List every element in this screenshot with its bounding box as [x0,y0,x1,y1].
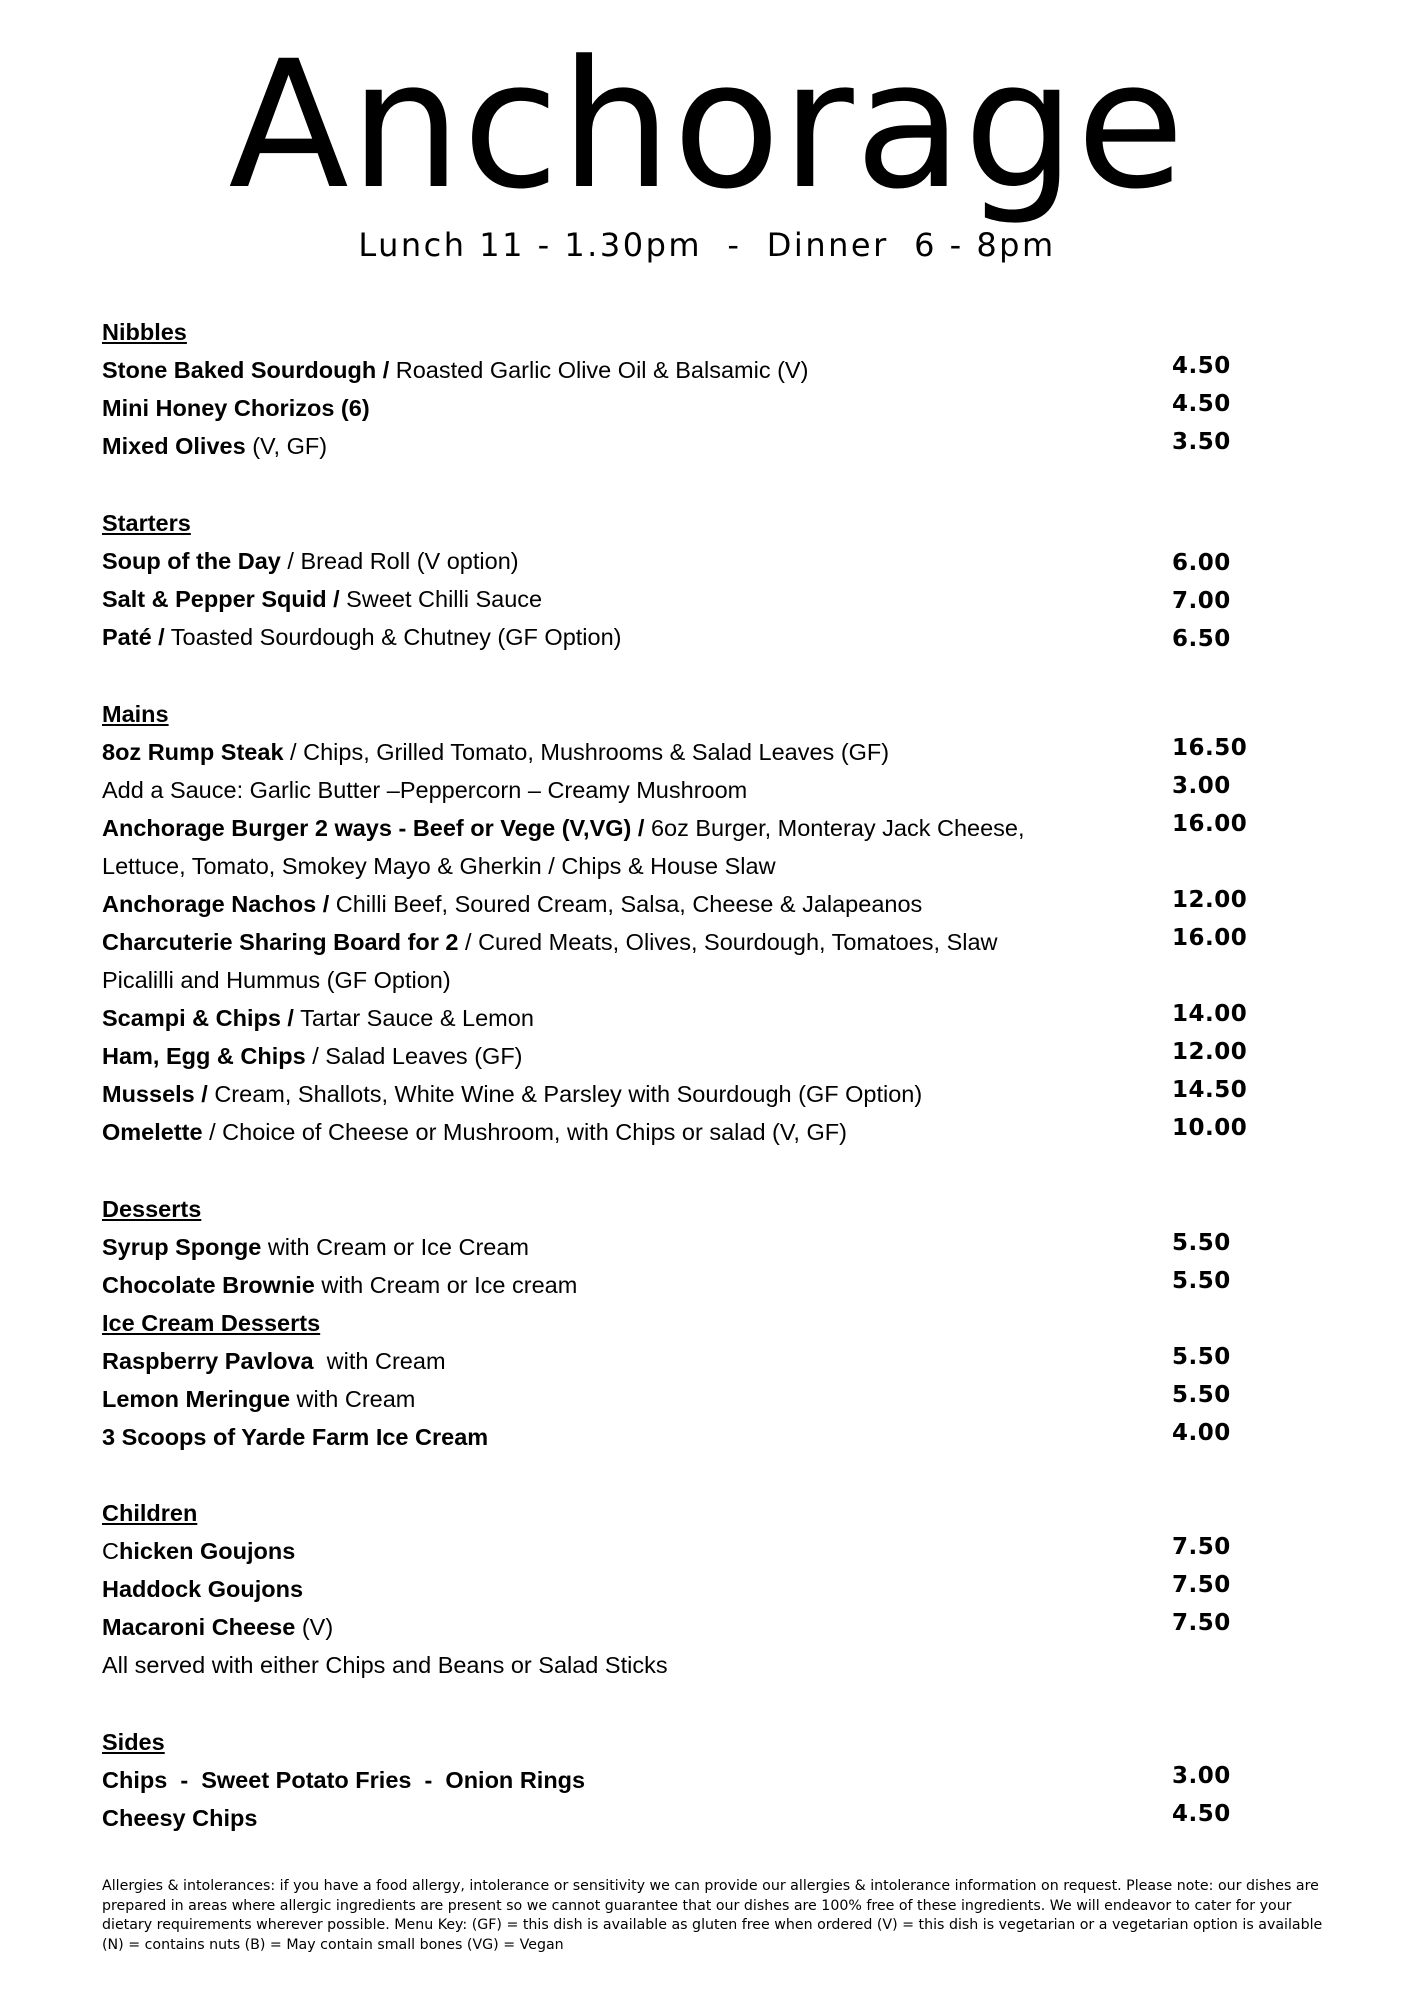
item-price: 7.50 [1172,1534,1231,1560]
item-price: 5.50 [1172,1268,1231,1294]
item-price: 16.00 [1172,925,1248,951]
item-description: 6oz Burger, Monteray Jack Cheese, [644,815,1025,841]
item-name: 8oz Rump Steak [102,739,284,765]
item-price: 4.50 [1172,1801,1231,1827]
item-description: with Cream [290,1386,416,1412]
page-title: Anchorage [228,23,1186,228]
item-price: 4.50 [1172,391,1231,417]
menu-item [102,1075,1248,1113]
item-price: 5.50 [1172,1382,1231,1408]
menu-item [102,771,1242,809]
menu-item [102,1608,1242,1646]
item-name: Anchorage Nachos / [102,891,330,917]
item-description: Roasted Garlic Olive Oil & Balsamic (V) [389,357,809,383]
item-name: Raspberry Pavlova [102,1348,314,1374]
menu-item [102,1342,1242,1380]
item-description: / Bread Roll (V option) [280,548,519,574]
item-name: Mini Honey Chorizos (6) [102,395,370,421]
opening-hours: Lunch 11 - 1.30pm - Dinner 6 - 8pm [358,226,1056,264]
item-description: with Cream [313,1348,446,1374]
item-name: Syrup Sponge [102,1234,262,1260]
menu-item [102,1532,1242,1570]
item-name: Haddock Goujons [102,1576,304,1602]
item-price: 7.50 [1172,1572,1231,1598]
item-description: (V) [295,1614,334,1640]
section-heading-children: Children [102,1500,198,1526]
item-name: Stone Baked Sourdough / [102,357,390,383]
section-heading-sides: Sides [102,1729,165,1755]
menu-item [102,389,1242,427]
item-price: 12.00 [1172,887,1248,913]
menu-item [102,885,1248,923]
item-description: Picalilli and Hummus (GF Option) [102,967,451,993]
menu-item [102,542,1242,580]
item-description: Chilli Beef, Soured Cream, Salsa, Cheese & Jalapeanos [329,891,923,917]
item-description: with Cream or Ice Cream [261,1234,529,1260]
item-name: 3 Scoops of Yarde Farm Ice Cream [102,1424,489,1450]
item-price: 5.50 [1172,1344,1231,1370]
item-name: Mixed Olives [102,433,246,459]
menu-item [102,1266,1242,1304]
item-name: Omelette [102,1119,203,1145]
item-price: 3.50 [1172,429,1231,455]
item-description: Toasted Sourdough & Chutney (GF Option) [164,624,622,650]
allergy-notice: Allergies & intolerances: if you have a food allergy, intolerance or sensitivity we can provide our allergies & intolerance information on request. Please note: our dishes are prepared in areas where allergic ingredients are present so we cannot guarantee that our dishes are 100% free of these ingredients. We will endeavor to cater for your dietary requirements wherever possible. Menu Key: (GF) = this dish is available as gluten free when ordered (V) = this dish is vegetarian or a vegetarian option is available (N) = contains nuts (B) = May contain small bones (VG) = Vegan [102,1878,1323,1953]
item-description: All served with either Chips and Beans or Salad Sticks [102,1652,668,1678]
item-name: hicken Goujons [118,1538,296,1564]
item-name: Chocolate Brownie [102,1272,315,1298]
menu-item [102,351,1242,389]
item-name: Salt & Pepper Squid / [102,586,340,612]
menu-item [102,1037,1248,1075]
item-price: 10.00 [1172,1115,1248,1141]
item-name: Charcuterie Sharing Board for 2 [102,929,459,955]
section-heading-mains: Mains [102,701,169,727]
item-price: 16.00 [1172,811,1248,837]
item-name-lead: C [102,1538,119,1564]
menu-item [102,999,1248,1037]
item-name: Soup of the Day [102,548,281,574]
section-heading-desserts: Desserts [102,1196,202,1222]
item-price: 4.50 [1172,353,1231,379]
menu-item [102,1799,1242,1837]
item-price: 6.50 [1172,626,1231,652]
menu-item-continuation [102,847,1242,885]
menu-item [102,923,1248,961]
item-description: with Cream or Ice cream [314,1272,578,1298]
item-description: (V, GF) [245,433,328,459]
item-name: Scampi & Chips / [102,1005,294,1031]
menu-item [102,580,1242,618]
item-price: 6.00 [1172,550,1231,576]
section-heading-starters: Starters [102,510,191,536]
menu-item [102,1113,1248,1151]
menu-item-continuation [102,961,1242,999]
item-price: 12.00 [1172,1039,1248,1065]
item-price: 3.00 [1172,773,1231,799]
item-name: Cheesy Chips [102,1805,258,1831]
item-description: Cream, Shallots, White Wine & Parsley with Sourdough (GF Option) [207,1081,923,1107]
item-price: 5.50 [1172,1230,1231,1256]
menu-item [102,1570,1242,1608]
item-name: Anchorage Burger 2 ways - Beef or Vege (V,VG) / [102,815,645,841]
menu-item [102,1228,1242,1266]
menu-item [102,618,1242,656]
item-price: 7.50 [1172,1610,1231,1636]
item-description: Lettuce, Tomato, Smokey Mayo & Gherkin / Chips & House Slaw [102,853,776,879]
item-description: Add a Sauce: Garlic Butter –Peppercorn – Creamy Mushroom [102,777,748,803]
menu-item [102,809,1248,847]
item-description: / Cured Meats, Olives, Sourdough, Tomatoes, Slaw [458,929,998,955]
item-price: 14.00 [1172,1001,1248,1027]
item-description: Sweet Chilli Sauce [339,586,543,612]
section-heading-nibbles: Nibbles [102,319,187,345]
menu-item [102,427,1242,465]
item-description: / Chips, Grilled Tomato, Mushrooms & Salad Leaves (GF) [283,739,890,765]
item-price: 3.00 [1172,1763,1231,1789]
item-price: 4.00 [1172,1420,1231,1446]
item-price: 16.50 [1172,735,1248,761]
item-name: Lemon Meringue [102,1386,291,1412]
item-name: Chips - Sweet Potato Fries - Onion Rings [102,1767,586,1793]
item-price: 7.00 [1172,588,1231,614]
children-note [102,1646,1242,1684]
menu-item [102,1761,1242,1799]
menu-item [102,733,1248,771]
item-description: / Salad Leaves (GF) [305,1043,523,1069]
item-name: Mussels / [102,1081,208,1107]
item-description: Tartar Sauce & Lemon [293,1005,534,1031]
menu-item [102,1418,1242,1456]
item-name: Ham, Egg & Chips [102,1043,306,1069]
item-name: Paté / [102,624,165,650]
item-description: / Choice of Cheese or Mushroom, with Chips or salad (V, GF) [202,1119,847,1145]
section-subheading-ice-cream-desserts: Ice Cream Desserts [102,1310,321,1336]
item-name: Macaroni Cheese [102,1614,296,1640]
item-price: 14.50 [1172,1077,1248,1103]
menu-item [102,1380,1242,1418]
